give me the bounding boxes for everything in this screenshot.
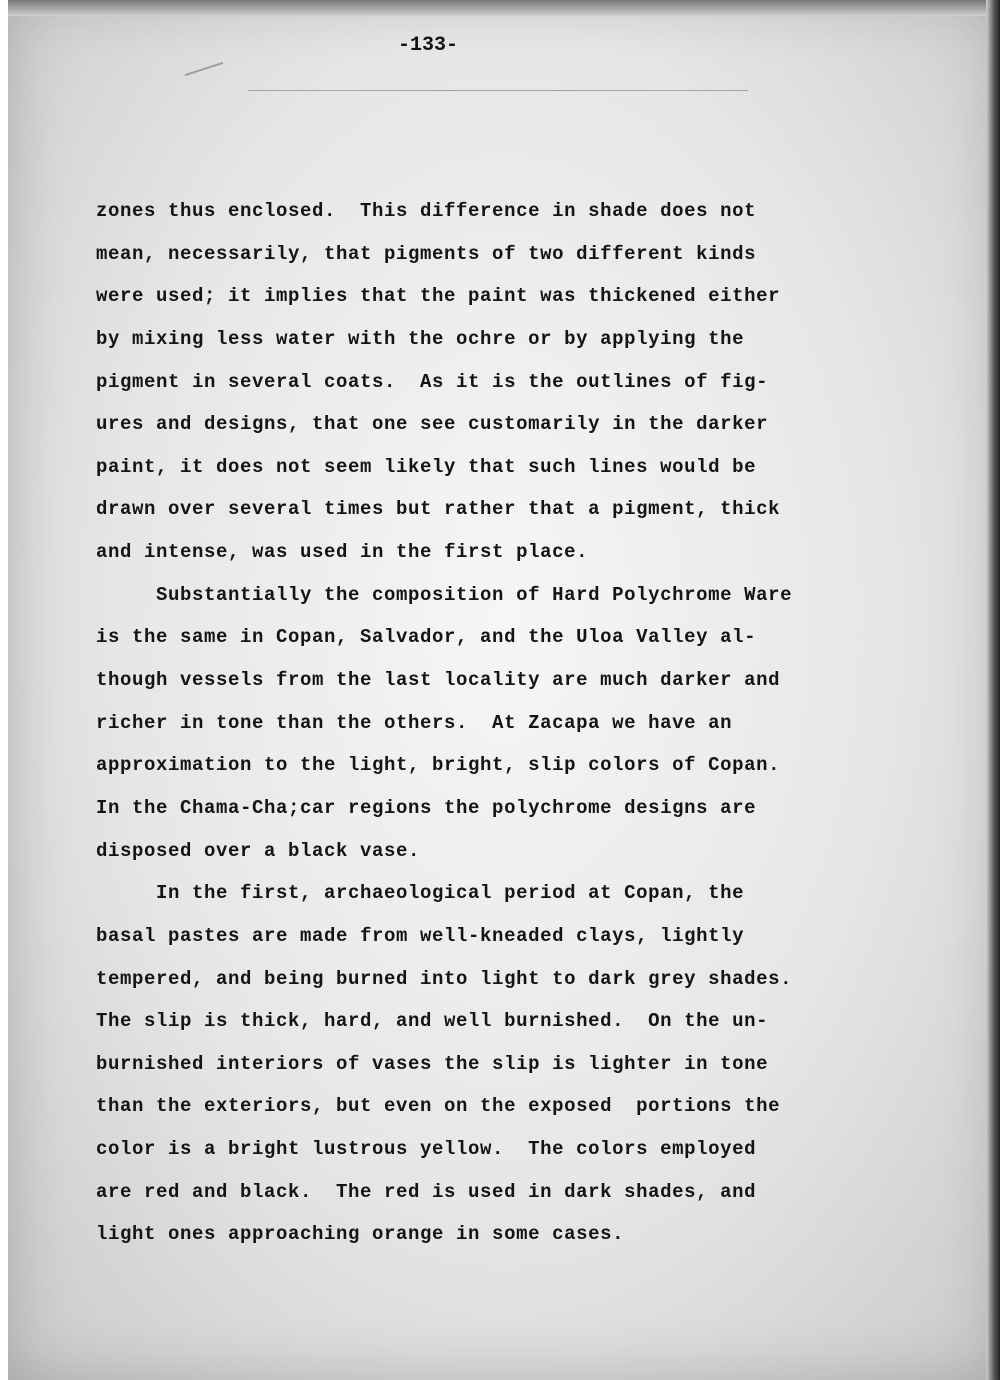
text-line: and intense, was used in the first place. [96, 541, 589, 564]
text-line: is the same in Copan, Salvador, and the Uloa Valley al- [96, 626, 757, 649]
text-line: basal pastes are made from well-kneaded clays, lightly [96, 924, 745, 947]
text-line: The slip is thick, hard, and well burnished. On the un- [96, 1010, 769, 1033]
text-line: approximation to the light, bright, slip colors of Copan. [96, 754, 781, 777]
scan-scratch [185, 62, 224, 76]
text-line: tempered, and being burned into light to dark grey shades. [96, 967, 793, 990]
text-line: than the exteriors, but even on the exposed portions the [96, 1095, 781, 1118]
text-line: In the first, archaeological period at Copan, the [96, 882, 745, 905]
text-line: were used; it implies that the paint was thickened either [96, 285, 781, 308]
page-right-edge-shadow [986, 0, 1000, 1380]
text-line: ures and designs, that one see customarily in the darker [96, 413, 769, 436]
text-line: Substantially the composition of Hard Polychrome Ware [96, 583, 793, 606]
text-line: paint, it does not seem likely that such lines would be [96, 455, 757, 478]
text-line: In the Chama-Cha;car regions the polychrome designs are [96, 796, 757, 819]
text-line: drawn over several times but rather that a pigment, thick [96, 498, 781, 521]
scan-scratch [248, 90, 748, 91]
page-top-edge-shadow [8, 0, 1000, 16]
page-body-text [96, 190, 866, 1256]
text-line: disposed over a black vase. [96, 839, 421, 862]
text-line: richer in tone than the others. At Zacapa we have an [96, 711, 733, 734]
text-line: by mixing less water with the ochre or by applying the [96, 327, 745, 350]
text-line: pigment in several coats. As it is the outlines of fig- [96, 370, 769, 393]
scanned-page [8, 0, 1000, 1380]
text-line: color is a bright lustrous yellow. The colors employed [96, 1138, 757, 1161]
text-line: mean, necessarily, that pigments of two different kinds [96, 242, 757, 265]
text-line: zones thus enclosed. This difference in shade does not [96, 200, 757, 222]
text-line: though vessels from the last locality are much darker and [96, 669, 781, 692]
page-number: -133- [397, 34, 458, 57]
text-line: light ones approaching orange in some cases. [96, 1223, 625, 1246]
text-line: burnished interiors of vases the slip is lighter in tone [96, 1052, 769, 1075]
text-line: are red and black. The red is used in dark shades, and [96, 1180, 757, 1203]
